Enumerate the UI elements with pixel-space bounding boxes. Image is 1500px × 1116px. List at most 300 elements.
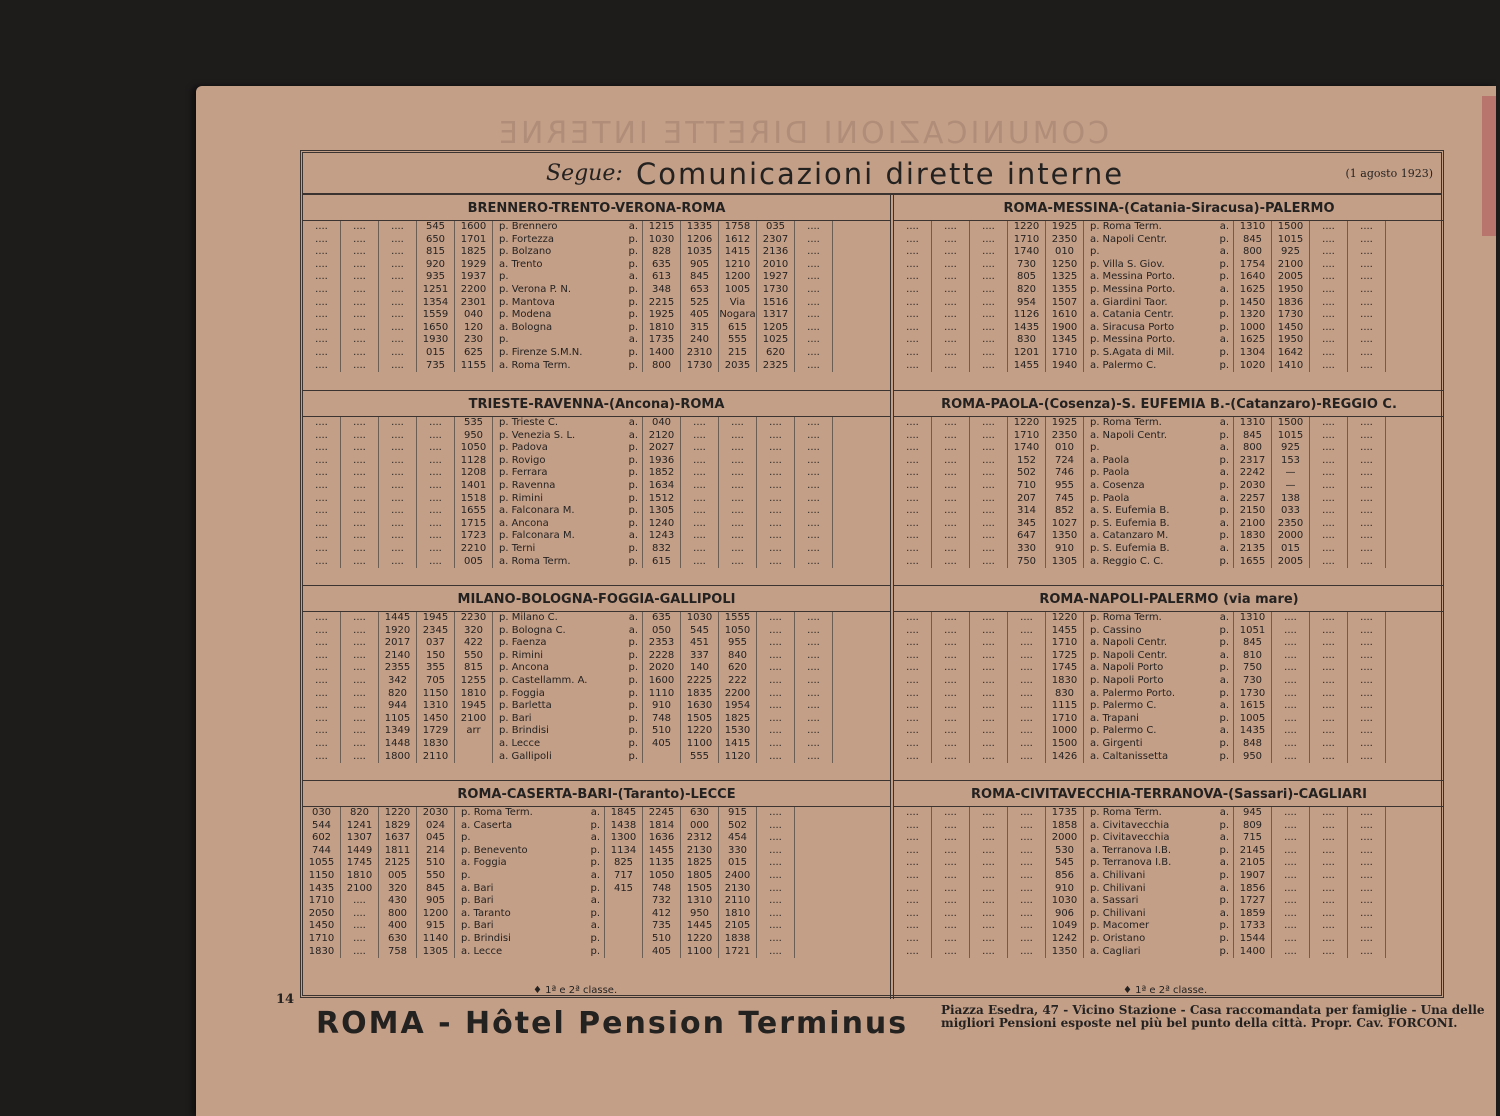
- station-name: [1084, 347, 1234, 360]
- time-cell: [455, 751, 493, 764]
- time-cell: 1000: [1046, 725, 1084, 738]
- table-row: [303, 505, 890, 518]
- time-cell: 1637: [379, 832, 417, 845]
- time-cell: ....: [1310, 883, 1348, 896]
- time-cell: ....: [1348, 297, 1386, 310]
- time-cell: ....: [894, 556, 932, 569]
- station-label: p. Paola: [1090, 492, 1130, 504]
- arrival-departure-mark: p.: [628, 700, 638, 712]
- time-cell: ....: [303, 713, 341, 726]
- time-cell: 502: [719, 820, 757, 833]
- station-name: [493, 625, 643, 638]
- time-cell: 1640: [1234, 271, 1272, 284]
- time-cell: ....: [341, 234, 379, 247]
- station-label: a. Roma Term.: [499, 359, 571, 371]
- station-label: p. Padova: [499, 442, 548, 454]
- table-row: [894, 455, 1444, 468]
- time-cell: ....: [932, 725, 970, 738]
- arrival-departure-mark: a.: [1219, 674, 1229, 686]
- station-name: [493, 309, 643, 322]
- station-label: p. Cassino: [1090, 624, 1142, 636]
- time-cell: ....: [341, 675, 379, 688]
- time-cell: 1710: [303, 933, 341, 946]
- time-cell: ....: [894, 946, 932, 959]
- time-cell: 320: [379, 883, 417, 896]
- station-label: p. Bolzano: [499, 246, 552, 258]
- time-cell: ....: [379, 480, 417, 493]
- station-name: [493, 271, 643, 284]
- time-cell: 1920: [379, 625, 417, 638]
- panel-rows: [894, 221, 1444, 372]
- station-label: p. Palermo C.: [1090, 725, 1157, 737]
- station-name: [493, 700, 643, 713]
- time-cell: ....: [970, 820, 1008, 833]
- time-cell: ....: [1310, 933, 1348, 946]
- arrival-departure-mark: a.: [1219, 221, 1229, 232]
- time-cell: 152: [1008, 455, 1046, 468]
- time-cell: arr: [455, 725, 493, 738]
- station-label: p.: [499, 334, 509, 346]
- time-cell: 010: [1046, 246, 1084, 259]
- time-cell: 1205: [757, 322, 795, 335]
- time-cell: 715: [1234, 832, 1272, 845]
- station-label: a. Siracusa Porto: [1090, 321, 1175, 333]
- time-cell: ....: [303, 650, 341, 663]
- time-cell: ....: [1310, 480, 1348, 493]
- time-cell: ....: [757, 430, 795, 443]
- time-cell: 650: [417, 234, 455, 247]
- time-cell: ....: [341, 612, 379, 625]
- time-cell: 845: [1234, 637, 1272, 650]
- time-cell: ....: [1310, 807, 1348, 820]
- time-cell: ....: [757, 480, 795, 493]
- time-cell: 2228: [643, 650, 681, 663]
- station-name: [1084, 946, 1234, 959]
- time-cell: ....: [1310, 455, 1348, 468]
- time-cell: 1241: [341, 820, 379, 833]
- time-cell: 348: [643, 284, 681, 297]
- arrival-departure-mark: a.: [1219, 517, 1229, 529]
- station-label: p. Faenza: [499, 637, 547, 649]
- time-cell: ....: [341, 518, 379, 531]
- station-label: p.: [1090, 246, 1100, 258]
- table-row: [894, 688, 1444, 701]
- time-cell: ....: [970, 505, 1008, 518]
- table-row: [303, 455, 890, 468]
- table-row: [894, 480, 1444, 493]
- arrival-departure-mark: p.: [1219, 321, 1229, 333]
- station-name: [455, 820, 605, 833]
- table-row: [894, 430, 1444, 443]
- time-cell: ....: [303, 417, 341, 430]
- time-cell: ....: [341, 480, 379, 493]
- time-cell: 1937: [455, 271, 493, 284]
- time-cell: ....: [1310, 688, 1348, 701]
- advertisement: [316, 1002, 1496, 1042]
- time-cell: ....: [1348, 518, 1386, 531]
- station-name: [493, 259, 643, 272]
- time-cell: 1829: [379, 820, 417, 833]
- arrival-departure-mark: a.: [628, 612, 638, 623]
- time-cell: ....: [970, 920, 1008, 933]
- time-cell: 1723: [455, 530, 493, 543]
- time-cell: 1210: [719, 259, 757, 272]
- time-cell: ....: [1272, 933, 1310, 946]
- time-cell: 1733: [1234, 920, 1272, 933]
- time-cell: ....: [970, 221, 1008, 234]
- time-cell: 809: [1234, 820, 1272, 833]
- time-cell: 1220: [681, 725, 719, 738]
- time-cell: ....: [932, 662, 970, 675]
- time-cell: 748: [643, 713, 681, 726]
- time-cell: ....: [379, 467, 417, 480]
- arrival-departure-mark: a.: [1219, 807, 1229, 818]
- time-cell: 2140: [379, 650, 417, 663]
- time-cell: ....: [1008, 933, 1046, 946]
- station-label: a. Palermo Porto.: [1090, 687, 1176, 699]
- time-cell: ....: [417, 467, 455, 480]
- station-label: p. Bologna C.: [499, 624, 566, 636]
- station-label: p. Rovigo: [499, 454, 546, 466]
- time-cell: 1445: [681, 920, 719, 933]
- time-cell: ....: [1008, 725, 1046, 738]
- table-row: [894, 870, 1444, 883]
- time-cell: 510: [417, 857, 455, 870]
- time-cell: 955: [1046, 480, 1084, 493]
- time-cell: ....: [379, 430, 417, 443]
- time-cell: ....: [1008, 946, 1046, 959]
- time-cell: 545: [1046, 857, 1084, 870]
- time-cell: ....: [894, 908, 932, 921]
- page-title: Comunicazioni dirette interne: [636, 157, 1125, 191]
- time-cell: ....: [970, 612, 1008, 625]
- time-cell: ....: [757, 688, 795, 701]
- time-cell: 1310: [417, 700, 455, 713]
- station-name: [1084, 883, 1234, 896]
- time-cell: 750: [1234, 662, 1272, 675]
- time-cell: ....: [795, 738, 833, 751]
- time-cell: ....: [1272, 832, 1310, 845]
- panel-title: ROMA-MESSINA-(Catania-Siracusa)-PALERMO: [894, 195, 1444, 221]
- time-cell: ....: [970, 518, 1008, 531]
- time-cell: 705: [417, 675, 455, 688]
- time-cell: ....: [932, 430, 970, 443]
- time-cell: 852: [1046, 505, 1084, 518]
- arrival-departure-mark: p.: [1219, 737, 1229, 749]
- time-cell: 1925: [1046, 221, 1084, 234]
- time-cell: ....: [795, 675, 833, 688]
- time-cell: ....: [719, 493, 757, 506]
- station-name: [1084, 751, 1234, 764]
- time-cell: ....: [894, 920, 932, 933]
- time-cell: 1030: [1046, 895, 1084, 908]
- table-row: [303, 675, 890, 688]
- time-cell: ....: [1348, 820, 1386, 833]
- time-cell: 1729: [417, 725, 455, 738]
- station-label: p. Civitavecchia: [1090, 832, 1170, 844]
- time-cell: ....: [932, 360, 970, 373]
- time-cell: 905: [681, 259, 719, 272]
- time-cell: ....: [1310, 832, 1348, 845]
- time-cell: 2110: [719, 895, 757, 908]
- panel-title: ROMA-CASERTA-BARI-(Taranto)-LECCE: [303, 781, 890, 807]
- time-cell: ....: [341, 322, 379, 335]
- station-label: a. Napoli Centr.: [1090, 637, 1168, 649]
- time-cell: 2215: [643, 297, 681, 310]
- time-cell: ....: [795, 430, 833, 443]
- time-cell: 2125: [379, 857, 417, 870]
- time-cell: 315: [681, 322, 719, 335]
- station-label: a. Bologna: [499, 321, 553, 333]
- time-cell: ....: [719, 505, 757, 518]
- time-cell: 635: [643, 612, 681, 625]
- time-cell: ....: [1272, 725, 1310, 738]
- time-cell: 1830: [303, 946, 341, 959]
- time-cell: 915: [719, 807, 757, 820]
- table-row: [303, 234, 890, 247]
- time-cell: ....: [1272, 700, 1310, 713]
- arrival-departure-mark: p.: [1219, 637, 1229, 649]
- time-cell: ....: [417, 442, 455, 455]
- time-cell: ....: [379, 442, 417, 455]
- table-row: [303, 637, 890, 650]
- time-cell: ....: [894, 284, 932, 297]
- time-cell: ....: [341, 455, 379, 468]
- time-cell: 1410: [1272, 360, 1310, 373]
- table-row: [303, 297, 890, 310]
- time-cell: ....: [1348, 284, 1386, 297]
- arrival-departure-mark: p.: [628, 321, 638, 333]
- time-cell: 630: [681, 807, 719, 820]
- station-label: p. Brindisi: [499, 725, 549, 737]
- time-cell: ....: [970, 650, 1008, 663]
- time-cell: ....: [757, 807, 795, 820]
- time-cell: 1335: [681, 221, 719, 234]
- arrival-departure-mark: p.: [1219, 920, 1229, 932]
- time-cell: ....: [970, 688, 1008, 701]
- time-cell: ....: [894, 309, 932, 322]
- time-cell: 1825: [681, 857, 719, 870]
- time-cell: ....: [795, 234, 833, 247]
- table-row: [303, 933, 890, 946]
- time-cell: ....: [417, 556, 455, 569]
- time-cell: ....: [303, 637, 341, 650]
- time-cell: ....: [1008, 870, 1046, 883]
- station-label: p. Roma Term.: [1090, 612, 1162, 623]
- table-row: [303, 920, 890, 933]
- time-cell: ....: [795, 625, 833, 638]
- time-cell: 2230: [455, 612, 493, 625]
- time-cell: 1030: [681, 612, 719, 625]
- time-cell: ....: [932, 908, 970, 921]
- time-cell: ....: [1348, 751, 1386, 764]
- time-cell: 040: [643, 417, 681, 430]
- station-name: [455, 920, 605, 933]
- time-cell: 1310: [1234, 612, 1272, 625]
- time-cell: 510: [643, 933, 681, 946]
- time-cell: 724: [1046, 455, 1084, 468]
- time-cell: ....: [341, 662, 379, 675]
- time-cell: ....: [379, 360, 417, 373]
- station-name: [1084, 675, 1234, 688]
- arrival-departure-mark: a.: [628, 221, 638, 232]
- time-cell: 153: [1272, 455, 1310, 468]
- time-cell: ....: [757, 417, 795, 430]
- time-cell: ....: [1008, 738, 1046, 751]
- time-cell: ....: [894, 334, 932, 347]
- time-cell: 1005: [1234, 713, 1272, 726]
- time-cell: ....: [970, 543, 1008, 556]
- time-cell: 730: [1234, 675, 1272, 688]
- arrival-departure-mark: a.: [628, 271, 638, 283]
- time-cell: ....: [795, 650, 833, 663]
- time-cell: ....: [970, 637, 1008, 650]
- time-cell: 1615: [1234, 700, 1272, 713]
- time-cell: ....: [970, 530, 1008, 543]
- time-cell: ....: [1310, 493, 1348, 506]
- time-cell: ....: [970, 751, 1008, 764]
- time-cell: ....: [1008, 637, 1046, 650]
- table-row: [303, 662, 890, 675]
- time-cell: ....: [379, 518, 417, 531]
- time-cell: 535: [455, 417, 493, 430]
- time-cell: ....: [379, 556, 417, 569]
- time-cell: ....: [379, 347, 417, 360]
- time-cell: 620: [757, 347, 795, 360]
- arrival-departure-mark: p.: [628, 296, 638, 308]
- time-cell: ....: [894, 832, 932, 845]
- station-label: a. Sassari: [1090, 895, 1139, 907]
- station-name: [1084, 417, 1234, 430]
- time-cell: ....: [1272, 637, 1310, 650]
- station-name: [1084, 832, 1234, 845]
- arrival-departure-mark: p.: [1219, 555, 1229, 567]
- time-cell: ....: [1272, 920, 1310, 933]
- station-label: p. Bari: [499, 712, 532, 724]
- time-cell: ....: [932, 751, 970, 764]
- time-cell: ....: [795, 246, 833, 259]
- time-cell: ....: [894, 271, 932, 284]
- time-cell: ....: [894, 455, 932, 468]
- time-cell: ....: [894, 895, 932, 908]
- time-cell: ....: [795, 309, 833, 322]
- station-label: p. Napoli Porto: [1090, 674, 1164, 686]
- arrival-departure-mark: p.: [628, 359, 638, 371]
- table-row: [303, 530, 890, 543]
- time-cell: 815: [417, 246, 455, 259]
- time-cell: ....: [970, 246, 1008, 259]
- time-cell: [605, 946, 643, 959]
- table-row: [303, 556, 890, 569]
- time-cell: ....: [303, 612, 341, 625]
- station-label: p. Roma Term.: [1090, 417, 1162, 428]
- station-label: a. Cagliari: [1090, 945, 1141, 957]
- time-cell: ....: [379, 221, 417, 234]
- table-row: [303, 246, 890, 259]
- time-cell: ....: [681, 467, 719, 480]
- time-cell: —: [1272, 467, 1310, 480]
- table-row: [303, 543, 890, 556]
- table-row: [894, 612, 1444, 625]
- time-cell: 525: [681, 297, 719, 310]
- time-cell: ....: [303, 221, 341, 234]
- time-cell: ....: [341, 738, 379, 751]
- time-cell: ....: [303, 493, 341, 506]
- time-cell: 910: [1046, 883, 1084, 896]
- station-name: [1084, 493, 1234, 506]
- table-row: [303, 845, 890, 858]
- time-cell: ....: [894, 442, 932, 455]
- time-cell: ....: [757, 442, 795, 455]
- time-cell: 1516: [757, 297, 795, 310]
- time-cell: Nogara: [719, 309, 756, 321]
- time-cell: ....: [681, 455, 719, 468]
- time-cell: ....: [341, 713, 379, 726]
- time-cell: 1836: [1272, 297, 1310, 310]
- time-cell: 1735: [1046, 807, 1084, 820]
- table-row: [894, 297, 1444, 310]
- table-row: [894, 857, 1444, 870]
- time-cell: 1930: [417, 334, 455, 347]
- time-cell: ....: [303, 738, 341, 751]
- arrival-departure-mark: p.: [628, 233, 638, 245]
- station-name: [1084, 556, 1234, 569]
- table-row: [303, 751, 890, 764]
- time-cell: ....: [795, 518, 833, 531]
- time-cell: 2120: [643, 430, 681, 443]
- time-cell: 845: [417, 883, 455, 896]
- time-cell: ....: [1348, 725, 1386, 738]
- time-cell: 1305: [417, 946, 455, 959]
- time-cell: ....: [932, 322, 970, 335]
- station-name: [1084, 334, 1234, 347]
- time-cell: 1810: [643, 322, 681, 335]
- arrival-departure-mark: p.: [1219, 662, 1229, 674]
- table-row: [303, 442, 890, 455]
- time-cell: 805: [1008, 271, 1046, 284]
- time-cell: 555: [681, 751, 719, 764]
- panel-rows: [303, 612, 890, 763]
- time-cell: ....: [894, 612, 932, 625]
- station-name: [1084, 807, 1234, 820]
- time-cell: ....: [1348, 334, 1386, 347]
- station-label: a. Catania Centr.: [1090, 309, 1174, 321]
- table-row: [894, 284, 1444, 297]
- station-name: [493, 612, 643, 625]
- time-cell: 2307: [757, 234, 795, 247]
- time-cell: ....: [1348, 556, 1386, 569]
- time-cell: 015: [719, 857, 757, 870]
- time-cell: 1105: [379, 713, 417, 726]
- time-cell: 1450: [1234, 297, 1272, 310]
- ad-hotel-name: - Hôtel Pension Terminus: [438, 1006, 909, 1041]
- station-name: [493, 637, 643, 650]
- station-label: a. Palermo C.: [1090, 359, 1157, 371]
- time-cell: ....: [795, 637, 833, 650]
- time-cell: ....: [1310, 675, 1348, 688]
- time-cell: 033: [1272, 505, 1310, 518]
- time-cell: ....: [932, 505, 970, 518]
- time-cell: 1814: [643, 820, 681, 833]
- station-name: [1084, 933, 1234, 946]
- station-label: a. Cosenza: [1090, 479, 1145, 491]
- time-cell: ....: [1310, 662, 1348, 675]
- time-cell: 1438: [605, 820, 643, 833]
- station-name: [1084, 530, 1234, 543]
- station-name: [493, 417, 643, 430]
- station-name: [493, 360, 643, 373]
- time-cell: ....: [894, 530, 932, 543]
